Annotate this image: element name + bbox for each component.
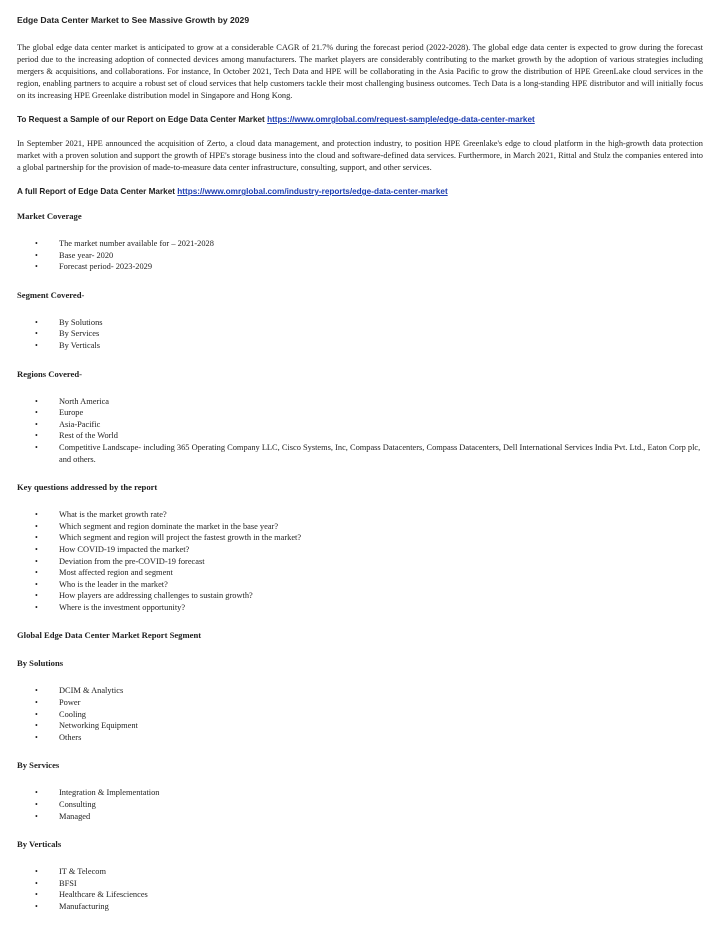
by-solutions-heading: By Solutions bbox=[17, 658, 64, 669]
list-item: • Most affected region and segment bbox=[35, 568, 173, 578]
bullet-icon: • bbox=[35, 591, 38, 601]
bullet-icon: • bbox=[35, 788, 38, 798]
list-item: • Asia-Pacific bbox=[35, 419, 101, 429]
bullet-icon: • bbox=[35, 262, 38, 272]
list-item: • Managed bbox=[35, 811, 91, 821]
bullet-icon: • bbox=[35, 521, 38, 531]
document-page bbox=[17, 14, 703, 913]
bullet-icon: • bbox=[35, 902, 38, 911]
bullet-icon: • bbox=[35, 890, 38, 900]
bullet-icon: • bbox=[35, 442, 38, 452]
regions-covered-list bbox=[17, 396, 703, 466]
list-item: • Healthcare & Lifesciences bbox=[35, 890, 148, 900]
intro-paragraph: The global edge data center market is anticipated to grow at a considerable CAGR of 21.7% during the forecast period (2022-2028). The global edge data center is expected to grow during the forecast period due to the increasing adoption of connected devices among manufacturers. The market players are considerably contributing to the market growth by the adoption of various strategies including mergers & acquisitions, and collaborations. For instance, In October 2021, Tech Data and HPE will be collaborating in the Asia Pacific to grow the distribution of HPE GreenLake cloud services in the region, enabling partners to acquire a robust set of cloud services that help customers tackle their most challenging business outcomes. Tech Data is a long-standing HPE distributor and will initially focus on its increasing HPE Greenlake distribution model in Singapore and Hong Kong. bbox=[17, 43, 703, 100]
bullet-icon: • bbox=[35, 811, 38, 821]
full-report-link[interactable]: https://www.omrglobal.com/industry-reports/edge-data-center-market bbox=[177, 187, 448, 196]
sample-request-label: To Request a Sample of our Report on Edge Data Center Market bbox=[17, 115, 265, 124]
list-item: • Power bbox=[35, 698, 81, 708]
list-item: • Deviation from the pre-COVID-19 forecast bbox=[35, 556, 205, 566]
bullet-icon: • bbox=[35, 686, 38, 696]
list-item: • IT & Telecom bbox=[35, 867, 107, 877]
bullet-icon: • bbox=[35, 579, 38, 589]
segment-covered-heading: Segment Covered- bbox=[17, 289, 85, 300]
segment-covered-list bbox=[17, 317, 703, 352]
list-item: • Others bbox=[35, 732, 82, 742]
list-item: • How players are addressing challenges to sustain growth? bbox=[35, 591, 253, 601]
full-report-line bbox=[17, 186, 703, 198]
bullet-icon: • bbox=[35, 533, 38, 543]
key-questions-heading: Key questions addressed by the report bbox=[17, 482, 158, 493]
by-services-list bbox=[17, 787, 703, 822]
bullet-icon: • bbox=[35, 396, 38, 406]
bullet-icon: • bbox=[35, 329, 38, 339]
list-item: • Which segment and region dominate the market in the base year? bbox=[35, 521, 279, 531]
list-item: • Who is the leader in the market? bbox=[35, 579, 168, 589]
list-item: • BFSI bbox=[35, 878, 77, 888]
bullet-icon: • bbox=[35, 698, 38, 708]
regions-covered-heading: Regions Covered- bbox=[17, 368, 83, 379]
list-item: • By Verticals bbox=[35, 340, 101, 350]
sample-request-line bbox=[17, 114, 703, 126]
bullet-icon: • bbox=[35, 408, 38, 418]
list-item: • Where is the investment opportunity? bbox=[35, 602, 186, 612]
bullet-icon: • bbox=[35, 732, 38, 742]
bullet-icon: • bbox=[35, 544, 38, 554]
sample-request-link[interactable]: https://www.omrglobal.com/request-sample/edge-data-center-market bbox=[267, 115, 535, 124]
bullet-icon: • bbox=[35, 510, 38, 520]
list-item: • What is the market growth rate? bbox=[35, 510, 167, 520]
bullet-icon: • bbox=[35, 800, 38, 810]
market-coverage-heading: Market Coverage bbox=[17, 211, 82, 221]
bullet-icon: • bbox=[35, 419, 38, 429]
bullet-icon: • bbox=[35, 867, 38, 877]
bullet-icon: • bbox=[35, 340, 38, 350]
bullet-icon: • bbox=[35, 239, 38, 248]
list-item: • Networking Equipment bbox=[35, 721, 138, 731]
full-report-label: A full Report of Edge Data Center Market bbox=[17, 187, 176, 196]
by-verticals-heading: By Verticals bbox=[17, 839, 62, 850]
list-item: • DCIM & Analytics bbox=[35, 686, 124, 696]
list-item: • How COVID-19 impacted the market? bbox=[35, 544, 190, 554]
bullet-icon: • bbox=[35, 556, 38, 566]
document-title: Edge Data Center Market to See Massive Growth by 2029 bbox=[17, 15, 250, 25]
list-item: • The market number available for – 2021-2028 bbox=[35, 239, 214, 248]
bullet-icon: • bbox=[35, 878, 38, 888]
bullet-icon: • bbox=[35, 317, 38, 327]
list-item: • Which segment and region will project the fastest growth in the market? bbox=[35, 533, 302, 543]
list-item: • Cooling bbox=[35, 709, 86, 719]
list-item: • Europe bbox=[35, 408, 84, 418]
by-solutions-list bbox=[17, 685, 703, 743]
list-item: • Competitive Landscape- including 365 Operating Company LLC, Cisco Systems, Inc, Compass Datacenters, Compass Datacenters, Dell International Services India Pvt. Ltd., Eaton Corp plc, and others. bbox=[35, 442, 701, 464]
list-item: • North America bbox=[35, 396, 109, 406]
market-coverage-list bbox=[17, 238, 703, 273]
list-item: • Consulting bbox=[35, 800, 96, 810]
list-item: • By Services bbox=[35, 329, 100, 339]
bullet-icon: • bbox=[35, 709, 38, 719]
bullet-icon: • bbox=[35, 250, 38, 260]
bullet-icon: • bbox=[35, 568, 38, 578]
list-item: • Integration & Implementation bbox=[35, 788, 160, 798]
acquisition-paragraph: In September 2021, HPE announced the acquisition of Zerto, a cloud data management, and protection industry, to position HPE Greenlake's edge to cloud platform in the high-growth data protection market with a proven solution and support the growth of HPE's storage business into the cloud and software-defined data services. Furthermore, in March 2021, Rittal and Stulz the companies entered into a global partnership for the provision of made-to-measure data center infrastructure, consulting, support, and other services. bbox=[17, 139, 703, 172]
list-item: • By Solutions bbox=[35, 317, 103, 327]
bullet-icon: • bbox=[35, 721, 38, 731]
by-services-heading: By Services bbox=[17, 760, 60, 771]
key-questions-list bbox=[17, 509, 703, 613]
list-item: • Forecast period- 2023-2029 bbox=[35, 262, 153, 272]
bullet-icon: • bbox=[35, 602, 38, 612]
bullet-icon: • bbox=[35, 431, 38, 441]
report-segment-heading: Global Edge Data Center Market Report Segment bbox=[17, 630, 202, 641]
list-item: • Rest of the World bbox=[35, 431, 118, 441]
by-verticals-list bbox=[17, 866, 703, 912]
list-item: • Manufacturing bbox=[35, 902, 109, 911]
list-item: • Base year- 2020 bbox=[35, 250, 114, 260]
